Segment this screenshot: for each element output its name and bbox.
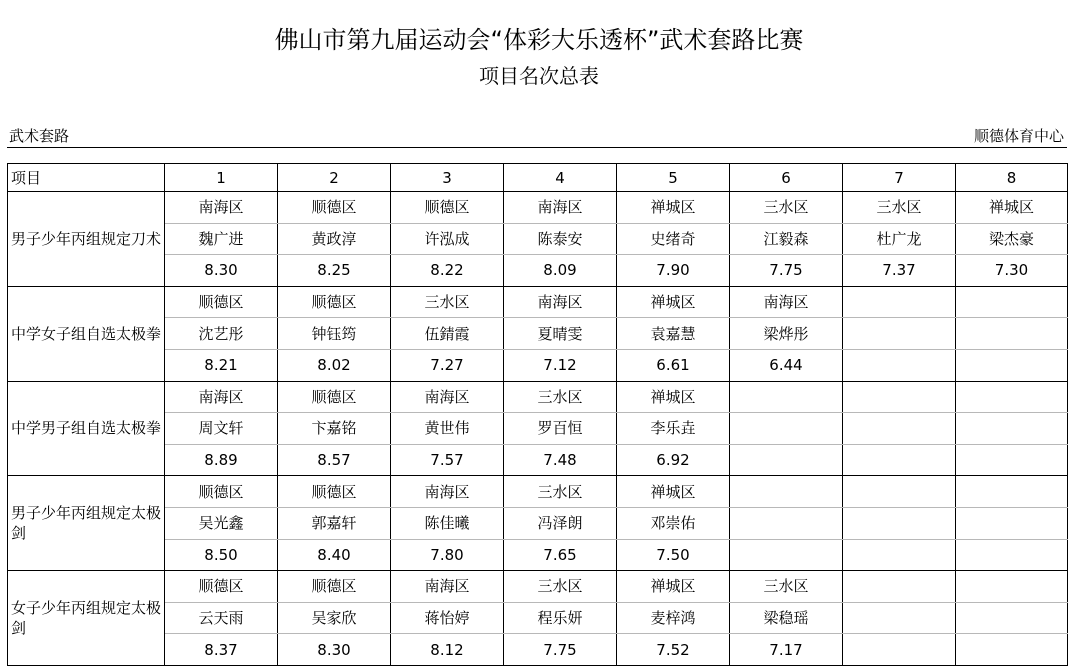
district-cell: 禅城区 bbox=[956, 192, 1068, 224]
athlete-cell: 江毅森 bbox=[730, 223, 843, 255]
document-title: 佛山市第九届运动会“体彩大乐透杯”武术套路比赛 bbox=[274, 26, 804, 54]
score-cell: 6.61 bbox=[617, 349, 730, 381]
district-cell bbox=[730, 381, 843, 413]
score-cell bbox=[730, 539, 843, 571]
score-cell: 8.37 bbox=[165, 634, 278, 666]
event-5-scores-row bbox=[8, 634, 1068, 666]
score-cell: 7.50 bbox=[617, 539, 730, 571]
athlete-cell: 程乐妍 bbox=[504, 602, 617, 634]
score-cell bbox=[843, 539, 956, 571]
event-name-cell: 男子少年丙组规定刀术 bbox=[8, 192, 165, 287]
district-cell bbox=[843, 476, 956, 508]
district-cell: 三水区 bbox=[730, 192, 843, 224]
athlete-cell: 麦梓鸿 bbox=[617, 602, 730, 634]
athlete-cell bbox=[843, 507, 956, 539]
score-cell: 7.75 bbox=[504, 634, 617, 666]
score-cell: 7.80 bbox=[391, 539, 504, 571]
district-cell: 南海区 bbox=[730, 286, 843, 318]
score-cell: 8.21 bbox=[165, 349, 278, 381]
district-cell: 南海区 bbox=[391, 571, 504, 603]
athlete-cell bbox=[730, 413, 843, 445]
event-name-cell: 中学男子组自选太极拳 bbox=[8, 381, 165, 476]
score-cell bbox=[956, 349, 1068, 381]
district-cell bbox=[843, 571, 956, 603]
score-cell bbox=[956, 539, 1068, 571]
district-cell: 顺德区 bbox=[278, 571, 391, 603]
score-cell: 7.52 bbox=[617, 634, 730, 666]
event-3-districts-row bbox=[8, 381, 1068, 413]
score-cell: 8.25 bbox=[278, 255, 391, 287]
athlete-cell: 梁稳瑶 bbox=[730, 602, 843, 634]
district-cell: 禅城区 bbox=[617, 192, 730, 224]
district-cell: 三水区 bbox=[843, 192, 956, 224]
district-cell: 禅城区 bbox=[617, 476, 730, 508]
athlete-cell bbox=[956, 413, 1068, 445]
score-cell: 8.22 bbox=[391, 255, 504, 287]
results-table-body bbox=[8, 164, 1068, 666]
athlete-cell: 周文轩 bbox=[165, 413, 278, 445]
district-cell bbox=[956, 381, 1068, 413]
column-header-rank-3: 3 bbox=[391, 164, 504, 192]
district-cell: 三水区 bbox=[730, 571, 843, 603]
results-table bbox=[7, 163, 1068, 666]
district-cell: 顺德区 bbox=[391, 192, 504, 224]
score-cell: 8.30 bbox=[165, 255, 278, 287]
athlete-cell bbox=[956, 602, 1068, 634]
district-cell: 顺德区 bbox=[278, 476, 391, 508]
score-cell: 8.12 bbox=[391, 634, 504, 666]
athlete-cell: 魏广进 bbox=[165, 223, 278, 255]
column-header-rank-6: 6 bbox=[730, 164, 843, 192]
district-cell bbox=[956, 286, 1068, 318]
event-5-districts-row bbox=[8, 571, 1068, 603]
score-cell bbox=[843, 634, 956, 666]
score-cell: 7.30 bbox=[956, 255, 1068, 287]
athlete-cell: 云天雨 bbox=[165, 602, 278, 634]
table-header-row bbox=[8, 164, 1068, 192]
athlete-cell: 黄世伟 bbox=[391, 413, 504, 445]
score-cell: 7.12 bbox=[504, 349, 617, 381]
score-cell bbox=[730, 444, 843, 476]
column-header-rank-5: 5 bbox=[617, 164, 730, 192]
district-cell: 南海区 bbox=[165, 381, 278, 413]
column-header-rank-8: 8 bbox=[956, 164, 1068, 192]
athlete-cell: 钟钰筠 bbox=[278, 318, 391, 350]
district-cell: 三水区 bbox=[504, 571, 617, 603]
score-cell: 8.57 bbox=[278, 444, 391, 476]
score-cell: 6.92 bbox=[617, 444, 730, 476]
score-cell: 7.17 bbox=[730, 634, 843, 666]
score-cell: 8.50 bbox=[165, 539, 278, 571]
score-cell: 7.57 bbox=[391, 444, 504, 476]
score-cell bbox=[956, 634, 1068, 666]
score-cell: 6.44 bbox=[730, 349, 843, 381]
athlete-cell: 梁烨彤 bbox=[730, 318, 843, 350]
score-cell: 8.89 bbox=[165, 444, 278, 476]
athlete-cell: 沈艺彤 bbox=[165, 318, 278, 350]
athlete-cell: 吴家欣 bbox=[278, 602, 391, 634]
athlete-cell: 冯泽朗 bbox=[504, 507, 617, 539]
district-cell bbox=[843, 381, 956, 413]
district-cell: 顺德区 bbox=[278, 192, 391, 224]
district-cell: 顺德区 bbox=[165, 286, 278, 318]
athlete-cell: 吴光鑫 bbox=[165, 507, 278, 539]
column-header-rank-1: 1 bbox=[165, 164, 278, 192]
athlete-cell: 陈泰安 bbox=[504, 223, 617, 255]
score-cell bbox=[843, 349, 956, 381]
athlete-cell: 蒋怡婷 bbox=[391, 602, 504, 634]
score-cell: 7.75 bbox=[730, 255, 843, 287]
district-cell: 三水区 bbox=[391, 286, 504, 318]
district-cell: 顺德区 bbox=[278, 381, 391, 413]
district-cell: 顺德区 bbox=[165, 571, 278, 603]
athlete-cell: 伍錆霞 bbox=[391, 318, 504, 350]
event-4-scores-row bbox=[8, 539, 1068, 571]
athlete-cell: 郭嘉轩 bbox=[278, 507, 391, 539]
district-cell bbox=[956, 571, 1068, 603]
athlete-cell bbox=[843, 318, 956, 350]
event-2-scores-row bbox=[8, 349, 1068, 381]
district-cell: 南海区 bbox=[391, 381, 504, 413]
district-cell: 禅城区 bbox=[617, 571, 730, 603]
category-label: 武术套路 bbox=[9, 127, 70, 145]
athlete-cell bbox=[843, 602, 956, 634]
athlete-cell: 许泓成 bbox=[391, 223, 504, 255]
event-1-districts-row bbox=[8, 192, 1068, 224]
score-cell: 7.27 bbox=[391, 349, 504, 381]
district-cell bbox=[956, 476, 1068, 508]
score-cell bbox=[956, 444, 1068, 476]
score-cell: 8.40 bbox=[278, 539, 391, 571]
district-cell: 顺德区 bbox=[165, 476, 278, 508]
event-3-athletes-row bbox=[8, 413, 1068, 445]
athlete-cell: 罗百恒 bbox=[504, 413, 617, 445]
athlete-cell bbox=[843, 413, 956, 445]
score-cell: 8.30 bbox=[278, 634, 391, 666]
score-cell: 7.37 bbox=[843, 255, 956, 287]
district-cell: 南海区 bbox=[504, 286, 617, 318]
athlete-cell bbox=[730, 507, 843, 539]
event-2-districts-row bbox=[8, 286, 1068, 318]
score-cell bbox=[843, 444, 956, 476]
column-header-rank-2: 2 bbox=[278, 164, 391, 192]
score-cell: 8.02 bbox=[278, 349, 391, 381]
venue-label: 顺德体育中心 bbox=[973, 127, 1064, 145]
event-name-cell: 女子少年丙组规定太极剑 bbox=[8, 571, 165, 666]
district-cell: 南海区 bbox=[391, 476, 504, 508]
event-4-athletes-row bbox=[8, 507, 1068, 539]
district-cell: 禅城区 bbox=[617, 381, 730, 413]
athlete-cell: 陈佳曦 bbox=[391, 507, 504, 539]
athlete-cell: 卞嘉铭 bbox=[278, 413, 391, 445]
event-name-cell: 中学女子组自选太极拳 bbox=[8, 286, 165, 381]
column-header-event: 项目 bbox=[8, 164, 165, 192]
event-3-scores-row bbox=[8, 444, 1068, 476]
athlete-cell: 李乐垚 bbox=[617, 413, 730, 445]
district-cell: 三水区 bbox=[504, 476, 617, 508]
athlete-cell: 袁嘉慧 bbox=[617, 318, 730, 350]
athlete-cell: 邓崇佑 bbox=[617, 507, 730, 539]
athlete-cell bbox=[956, 318, 1068, 350]
document-subtitle: 项目名次总表 bbox=[479, 64, 599, 88]
district-cell: 南海区 bbox=[165, 192, 278, 224]
score-cell: 7.48 bbox=[504, 444, 617, 476]
district-cell bbox=[843, 286, 956, 318]
athlete-cell: 杜广龙 bbox=[843, 223, 956, 255]
athlete-cell: 夏晴雯 bbox=[504, 318, 617, 350]
athlete-cell: 黄政淳 bbox=[278, 223, 391, 255]
event-4-districts-row bbox=[8, 476, 1068, 508]
athlete-cell bbox=[956, 507, 1068, 539]
district-cell: 禅城区 bbox=[617, 286, 730, 318]
athlete-cell: 梁杰豪 bbox=[956, 223, 1068, 255]
score-cell: 7.90 bbox=[617, 255, 730, 287]
score-cell: 8.09 bbox=[504, 255, 617, 287]
column-header-rank-7: 7 bbox=[843, 164, 956, 192]
event-name-cell: 男子少年丙组规定太极剑 bbox=[8, 476, 165, 571]
district-cell: 顺德区 bbox=[278, 286, 391, 318]
district-cell: 三水区 bbox=[504, 381, 617, 413]
column-header-rank-4: 4 bbox=[504, 164, 617, 192]
athlete-cell: 史绪奇 bbox=[617, 223, 730, 255]
event-1-scores-row bbox=[8, 255, 1068, 287]
event-2-athletes-row bbox=[8, 318, 1068, 350]
district-cell bbox=[730, 476, 843, 508]
district-cell: 南海区 bbox=[504, 192, 617, 224]
score-cell: 7.65 bbox=[504, 539, 617, 571]
event-1-athletes-row bbox=[8, 223, 1068, 255]
header-divider bbox=[7, 147, 1067, 148]
event-5-athletes-row bbox=[8, 602, 1068, 634]
